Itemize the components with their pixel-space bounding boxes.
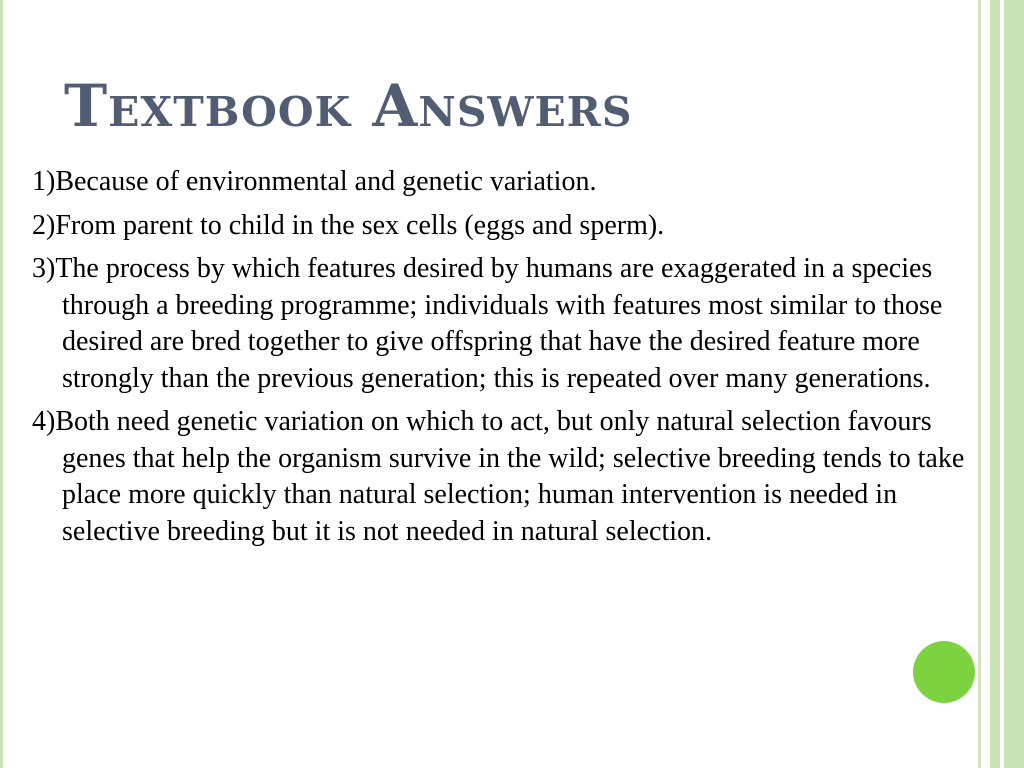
left-border-decoration: [0, 0, 3, 768]
answer-item-4: 4)Both need genetic variation on which to act, but only natural selection favours genes that help the organism survive in the wild; selective breeding tends to take place more quickly than natural selection; human intervention is needed in selective breeding but it is not needed in natural selection.: [32, 406, 965, 547]
green-circle-decoration: [913, 641, 975, 703]
answer-item-2: 2)From parent to child in the sex cells (eggs and sperm).: [32, 209, 665, 241]
answer-list: [32, 164, 988, 557]
answer-item-1: 1)Because of environmental and genetic variation.: [32, 166, 597, 197]
slide-title: Textbook Answers: [64, 72, 633, 140]
answer-item-3: 3)The process by which features desired by humans are exaggerated in a species through a breeding programme; individuals with features most similar to those desired are bred together to give offspring that have the desired feature more strongly than the previous generation; this is repeated over many generations.: [32, 253, 943, 394]
